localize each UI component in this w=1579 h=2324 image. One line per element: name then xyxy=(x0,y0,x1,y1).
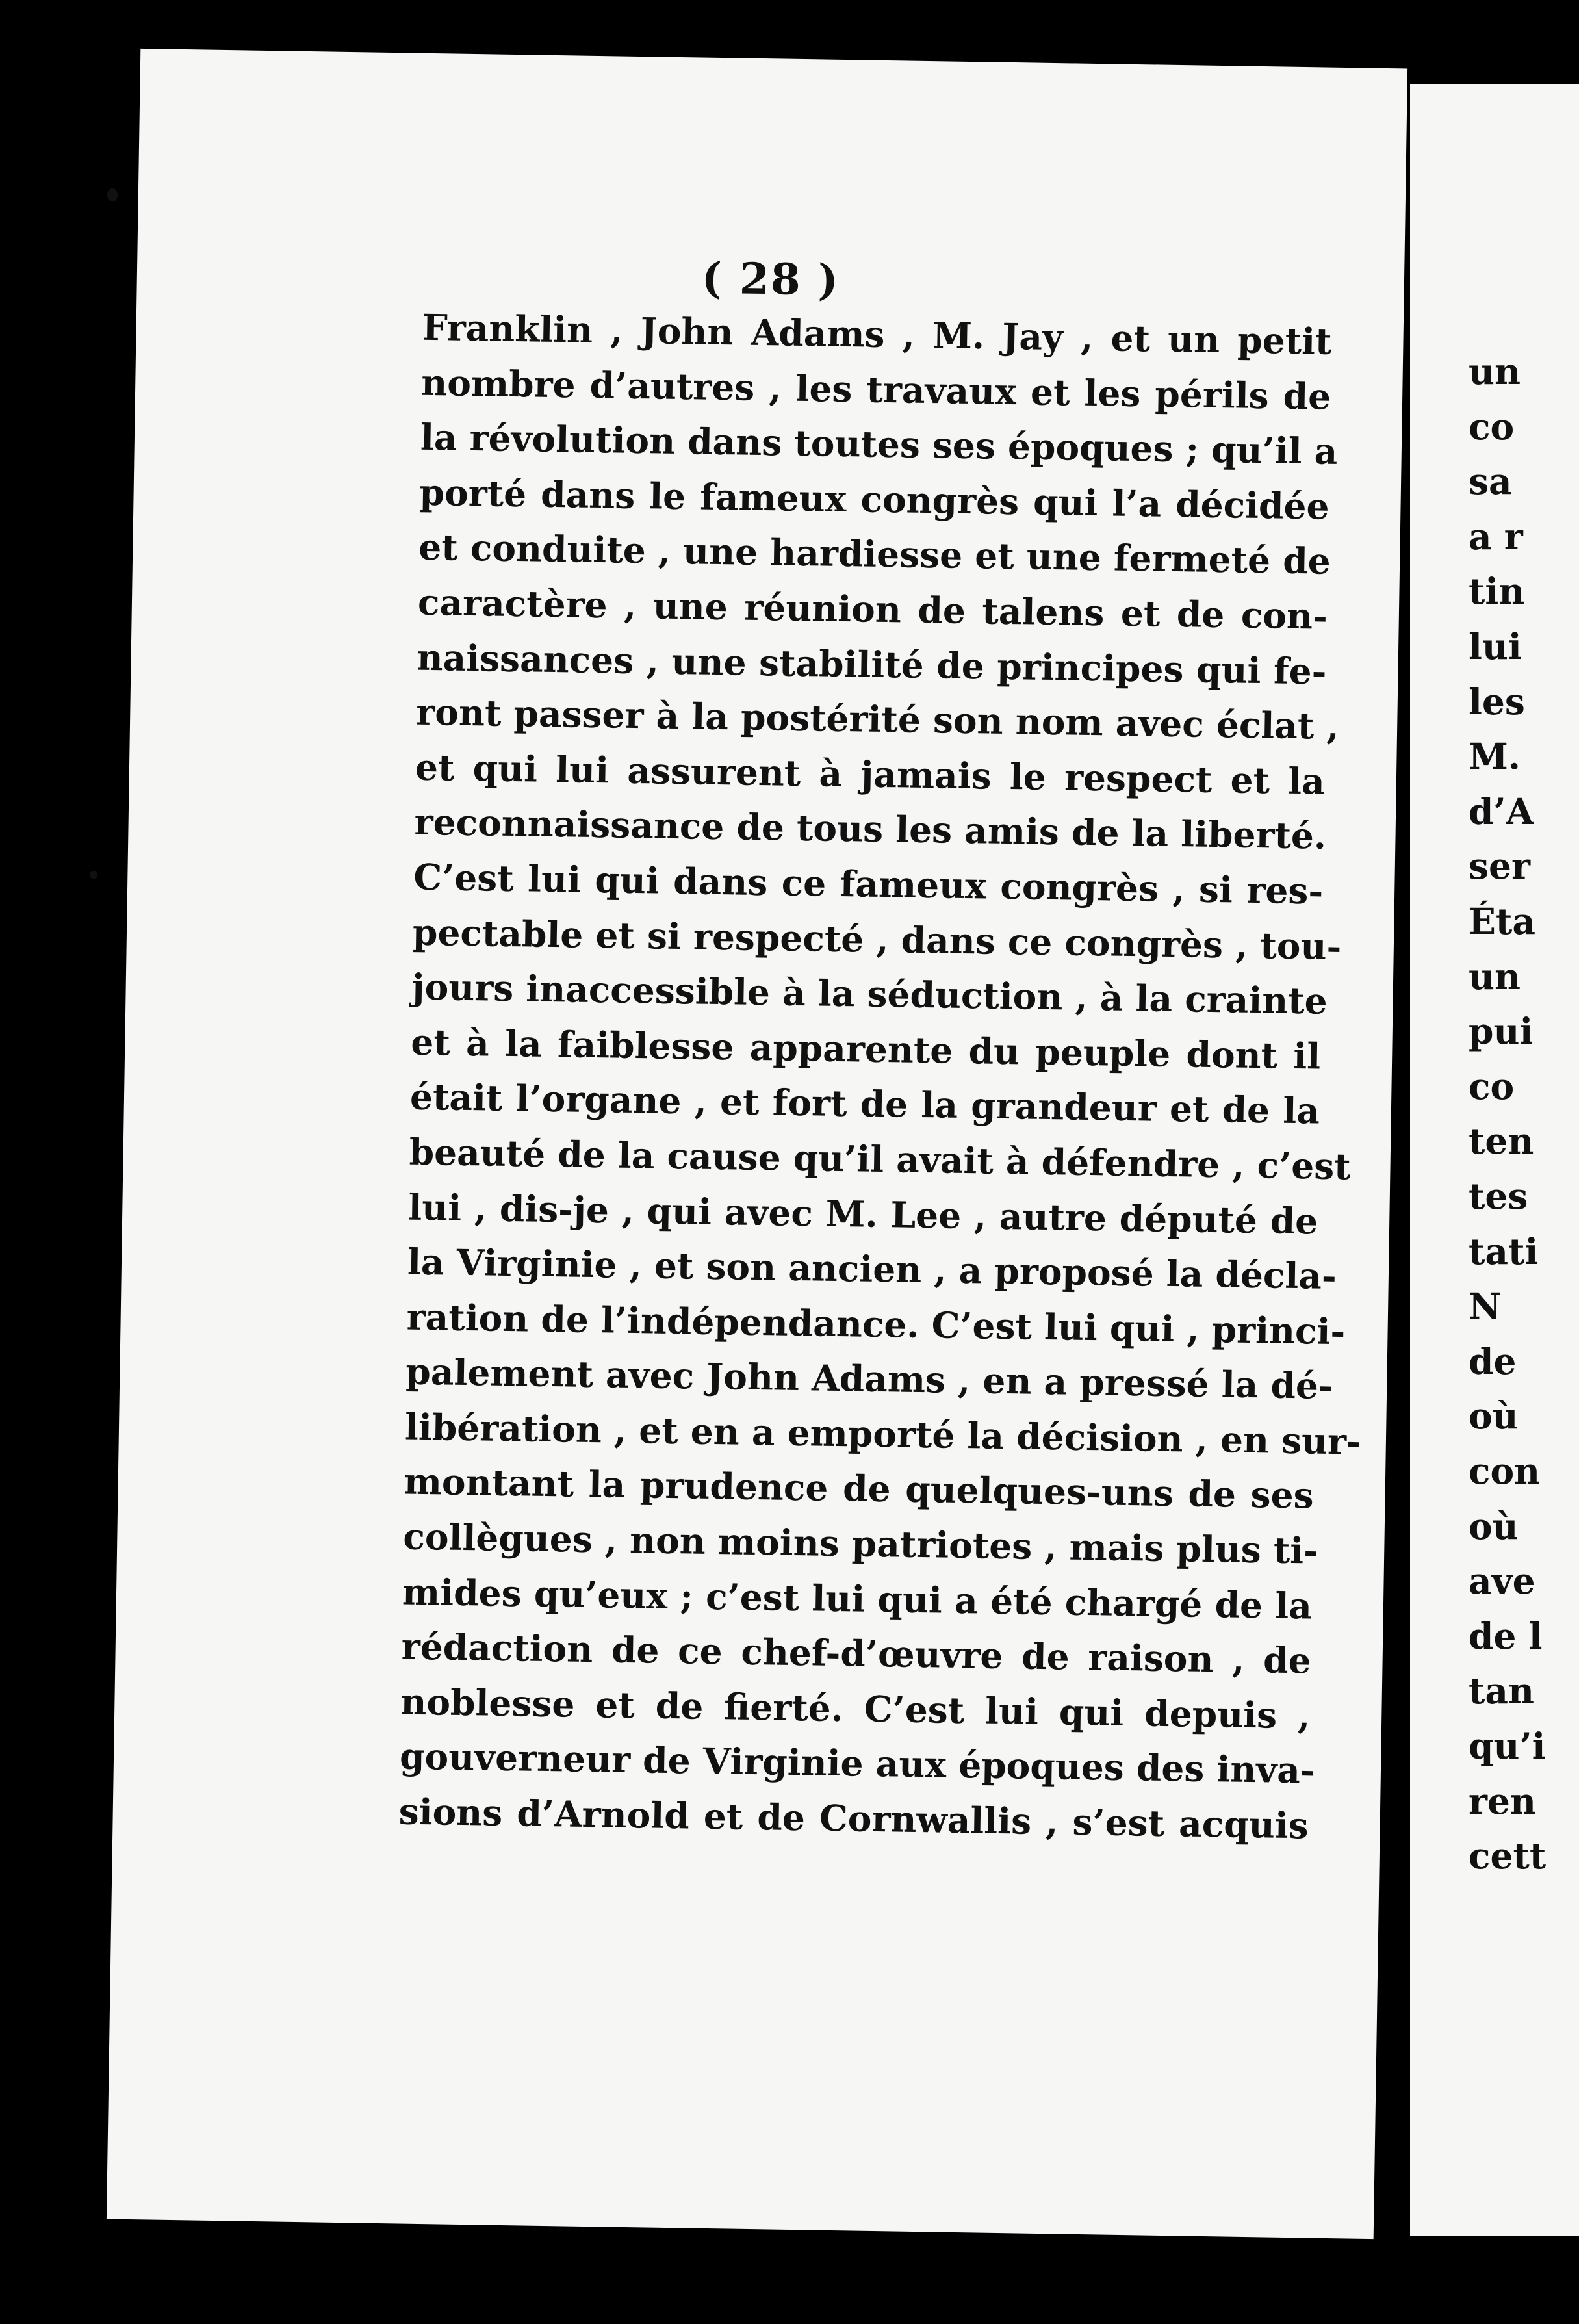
text-line: pectable et si respecté , dans ce congrès , tou- xyxy=(412,910,1342,968)
text-line: la Virginie , et son ancien , a proposé la décla- xyxy=(407,1240,1337,1298)
text-line: beauté de la cause qu’il avait à défendre , c’est xyxy=(409,1130,1352,1188)
text-line: la révolution dans toutes ses époques ; qu’il a xyxy=(420,415,1338,473)
text-line: reconnaissance de tous les amis de la liberté. xyxy=(414,801,1327,858)
text-line: lui , dis-je , qui avec M. Lee , autre député de xyxy=(407,1185,1318,1243)
right-page-fragment: ser xyxy=(1469,845,1530,888)
right-page-fragment: de l xyxy=(1469,1614,1543,1657)
page-number: ( 28 ) xyxy=(701,252,840,305)
right-page-fragment: co xyxy=(1469,405,1515,448)
text-line: gouverneur de Virginie aux époques des inva- xyxy=(399,1735,1316,1792)
text-line: rédaction de ce chef-d’œuvre de raison , de xyxy=(401,1625,1312,1682)
right-page-fragment: tan xyxy=(1469,1670,1535,1712)
text-line: et qui lui assurent à jamais le respect et la xyxy=(415,745,1326,803)
right-page-fragment: qu’i xyxy=(1469,1725,1546,1767)
text-line: naissances , une stabilité de principes qui fe- xyxy=(417,636,1328,693)
right-page-fragment: de xyxy=(1469,1339,1517,1382)
scan-mark xyxy=(90,871,97,879)
text-line: palement avec John Adams , en a pressé la dé- xyxy=(405,1350,1334,1408)
right-page-fragment: où xyxy=(1469,1504,1519,1547)
right-page-fragment: a r xyxy=(1469,515,1523,558)
right-page-fragment: ren xyxy=(1469,1779,1536,1822)
right-page-fragment: un xyxy=(1469,955,1521,998)
right-page-fragment: con xyxy=(1469,1450,1541,1492)
right-page-fragment: d’A xyxy=(1469,790,1534,833)
text-line: ront passer à la postérité son nom avec éclat , xyxy=(415,690,1340,748)
text-line: collègues , non moins patriotes , mais plus ti- xyxy=(402,1515,1319,1572)
text-line: montant la prudence de quelques-uns de ses xyxy=(404,1460,1315,1517)
right-page-fragment: M. xyxy=(1469,735,1521,778)
right-page-fragment: cett xyxy=(1469,1835,1547,1878)
text-line: Franklin , John Adams , M. Jay , et un petit xyxy=(422,305,1333,363)
right-page-fragment: tin xyxy=(1469,570,1525,613)
text-line: libération , et en a emporté la décision , en sur- xyxy=(404,1405,1362,1463)
right-page-fragment: les xyxy=(1469,680,1525,723)
text-line: noblesse et de fierté. C’est lui qui depuis , xyxy=(400,1680,1311,1737)
text-line: caractère , une réunion de talens et de con- xyxy=(417,580,1328,638)
right-page-fragment: lui xyxy=(1469,625,1522,667)
right-page-fragment: pui xyxy=(1469,1010,1534,1053)
right-page-fragment: où xyxy=(1469,1395,1519,1438)
text-line: jours inaccessible à la séduction , à la crainte xyxy=(411,965,1328,1022)
text-line: nombre d’autres , les travaux et les périls de xyxy=(420,361,1331,418)
right-page-fragment: ten xyxy=(1469,1120,1534,1163)
text-line: sions d’Arnold et de Cornwallis , s’est acquis xyxy=(398,1790,1309,1847)
text-line: et conduite , une hardiesse et une fermeté de xyxy=(418,526,1331,583)
text-line: ration de l’indépendance. C’est lui qui , princi- xyxy=(406,1295,1346,1352)
scan-mark xyxy=(107,188,118,201)
left-page xyxy=(107,49,1407,2239)
right-page-fragment: tes xyxy=(1469,1175,1528,1217)
right-page-fragment: ave xyxy=(1469,1560,1535,1603)
text-line: porté dans le fameux congrès qui l’a décidée xyxy=(419,471,1330,528)
text-line: et à la faiblesse apparente du peuple dont il xyxy=(410,1020,1321,1078)
right-page-fragment: Éta xyxy=(1469,900,1535,942)
body-text xyxy=(398,300,1362,1853)
right-page-fragment: co xyxy=(1469,1065,1515,1107)
right-page-fragment: tati xyxy=(1469,1230,1539,1272)
right-page-fragment: un xyxy=(1469,350,1521,393)
right-page xyxy=(1410,84,1579,2236)
text-line: était l’organe , et fort de la grandeur et de la xyxy=(409,1075,1320,1132)
right-page-fragment: sa xyxy=(1469,460,1512,503)
right-page-fragment: N xyxy=(1469,1285,1502,1328)
text-line: C’est lui qui dans ce fameux congrès , si res- xyxy=(413,855,1324,912)
text-line: mides qu’eux ; c’est lui qui a été chargé de la xyxy=(402,1570,1313,1627)
